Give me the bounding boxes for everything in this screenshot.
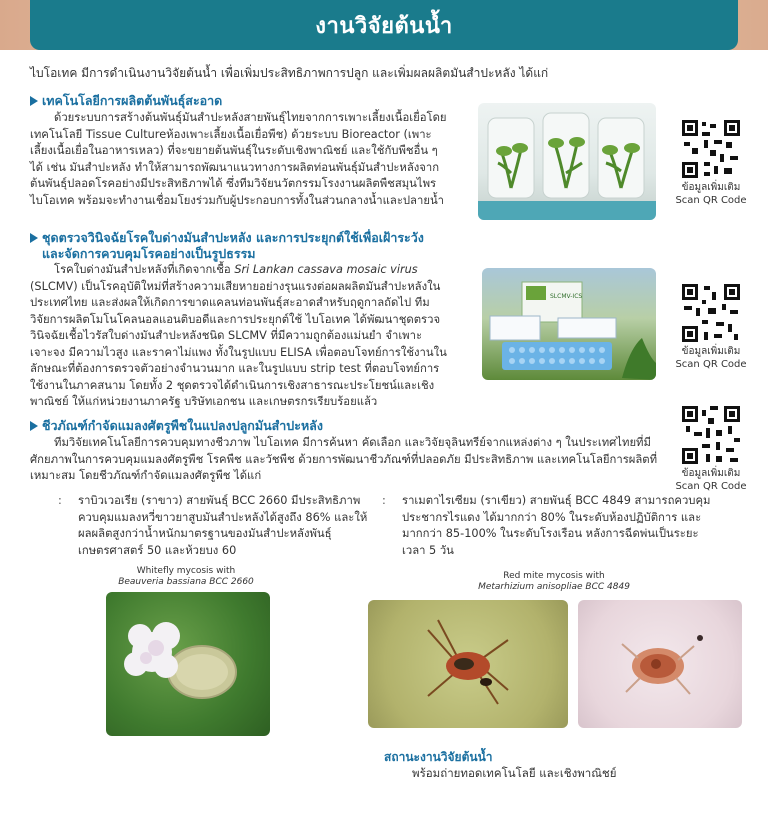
qr-code[interactable] <box>680 118 742 180</box>
whitefly-mycosis-photo <box>106 592 270 736</box>
bullet-mark: : <box>382 494 386 507</box>
section-title-slcmv-kit: ชุดตรวจวินิจฉัยโรคใบด่างมันสำปะหลัง และการประยุกต์ใช้เพื่อเฝ้าระวัง และจัดการควบคุมโรคอย่างเป็นรูปธรรม <box>30 230 470 262</box>
tissue-culture-photo <box>478 103 656 220</box>
section-title-biocontrol: ชีวภัณฑ์กำจัดแมลงศัตรูพืชในแปลงปลูกมันสำปะหลัง <box>30 418 470 434</box>
footer-subtitle: พร้อมถ่ายทอดเทคโนโลยี และเชิงพาณิชย์ <box>412 766 617 780</box>
section-body-slcmv-kit: โรคใบด่างมันสำปะหลังที่เกิดจากเชื้อ Sri Lankan cassava mosaic virus (SLCMV) เป็นโรคอุบัติใหม่ที่สร้างความเสียหายอย่างรุนแรงต่อผลผลิตมันสำปะหลังในประเทศไทย และส่งผลให้เกิดการขาดแคลนท่อนพันธุ์สะอาดสำหรับฤดูกาลถัดไป ทีมวิจัยการผลิตโมโนโคลนอลแอนติบอดีและการประยุกต์ใช้ ไบโอเทค ได้พัฒนาชุดตรวจวินิจฉัยเชื้อไวรัสใบด่างมันสำปะหลังชนิด SLCMV ที่มีความถูกต้องแม่นยำ จำเพาะเจาะจง มีความไวสูง และราคาไม่แพง ทั้งในรูปแบบ ELISA เพื่อตอบโจทย์การใช้งานในลักษณะที่ต้องการตรวจตัวอย่างจำนวนมาก และในรูปแบบ strip test ที่ตอบโจทย์การใช้งานในภาคสนาม โดยทั้ง 2 ชุดตรวจได้ดำเนินการเชิงสาธารณะประโยชน์และเชิงพาณิชย์ ให้แก่หน่วยงานภาครัฐ บริษัทเอกชน และเกษตรกรเรียบร้อยแล้ว <box>30 263 447 408</box>
qr-caption: ข้อมูลเพิ่มเติม Scan QR Code <box>675 346 747 370</box>
whitefly-illustration <box>106 592 270 736</box>
qr-code-icon <box>680 118 742 180</box>
header-bar <box>30 0 738 50</box>
footer-title: สถานะงานวิจัยต้นน้ำ <box>384 750 493 764</box>
bullet-beauveria: : ราบิวเวอเรีย (ราขาว) สายพันธุ์ BCC 2660 มีประสิทธิภาพควบคุมแมลงหวี่ขาวยาสูบมันสำปะหลังได้สูงถึง 86% และให้ผลผลิตสูงกว่าน้ำหนักมาตรฐานของมันสำปะหลังพันธุ์เกษตรศาสตร์ 50 และห้วยบง 60 <box>58 494 368 557</box>
redmite-caption: Red mite mycosis with Metarhizium anisopliae BCC 4849 <box>478 571 630 592</box>
page-title: งานวิจัยต้นน้ำ <box>315 13 453 39</box>
section-body-biocontrol: ทีมวิจัยเทคโนโลยีการควบคุมทางชีวภาพ ไบโอเทค มีการค้นหา คัดเลือก และวิจัยจุลินทรีย์จากแหล่งต่าง ๆ ในประเทศไทยที่มีศักยภาพในการควบคุมแมลงศัตรูพืช โรคพืช และวัชพืช ด้วยการพัฒนาชีวภัณฑ์ที่ปลอดภัย มีประสิทธิภาพ และเทคโนโลยีการผลิตที่เหมาะสม โดยชีวภัณฑ์กำจัดแมลงศัตรูพืช ได้แก่ <box>30 436 658 482</box>
red-mite-illustration <box>368 600 568 728</box>
section-body-clean-seedling: ด้วยระบบการสร้างต้นพันธุ์มันสำปะหลังสายพันธุ์ไทยจากการเพาะเลี้ยงเนื้อเยื่อโดยเทคโนโลยี Tissue Cultureห้องเพาะเลี้ยงเนื้อเยื่อพืช) ด้วยระบบ Bioreactor (เพาะเลี้ยงเนื้อเยื่อในอาหารเหลว) ที่จะขยายต้นพันธุ์ในระดับเชิงพาณิชย์ และใช้กับพืชอื่น ๆ ได้ เช่น มันสำปะหลัง ทำให้สามารถพัฒนาแนวทางการผลิตท่อนพันธุ์มันสำปะหลังจากต้นพันธุ์ปลอดโรคอย่างมีประสิทธิภาพได้ ซึ่งทีมวิจัยนวัตกรรมโรงงานผลิตพืชสมุนไพร ไบโอเทค พร้อมจะทำงานเชื่อมโยงร่วมกับผู้ประกอบการทั้งในส่วนกลางน้ำและปลายน้ำ <box>30 111 447 207</box>
arrow-icon <box>30 96 38 106</box>
whitefly-caption: Whitefly mycosis with Beauveria bassiana BCC 2660 <box>118 566 254 587</box>
qr-code[interactable] <box>680 404 742 466</box>
red-mite-photo-1 <box>368 600 568 728</box>
infected-mite-illustration <box>578 600 742 728</box>
qr-caption: ข้อมูลเพิ่มเติม Scan QR Code <box>675 182 747 206</box>
intro-text: ไบโอเทค มีการดำเนินงานวิจัยต้นน้ำ เพื่อเพิ่มประสิทธิภาพการปลูก และเพิ่มผลผลิตมันสำปะหลัง ได้แก่ <box>30 66 549 80</box>
slcmv-kit-photo <box>482 268 656 380</box>
arrow-icon <box>30 233 38 243</box>
section-title-clean-seedling: เทคโนโลยีการผลิตต้นพันธุ์สะอาด <box>30 93 450 109</box>
red-mite-photo-2 <box>578 600 742 728</box>
arrow-icon <box>30 421 38 431</box>
qr-caption: ข้อมูลเพิ่มเติม Scan QR Code <box>675 468 747 492</box>
kit-label: SLCMV-ICS <box>550 293 583 300</box>
diagnostic-kit-illustration <box>482 268 656 380</box>
qr-code[interactable] <box>680 282 742 344</box>
qr-code-icon <box>680 282 742 344</box>
tissue-culture-jars-illustration <box>478 103 656 220</box>
bullet-metarhizium: : ราเมตาไรเซียม (ราเขียว) สายพันธุ์ BCC 4849 สามารถควบคุมประชากรไรแดง ได้มากกว่า 80% ในระดับห้องปฏิบัติการ และมากกว่า 85-100% ในระดับโรงเรือน หลังการฉีดพ่นเป็นระยะเวลา 5 วัน <box>382 494 711 557</box>
qr-code-icon <box>680 404 742 466</box>
bullet-mark: : <box>58 494 62 507</box>
